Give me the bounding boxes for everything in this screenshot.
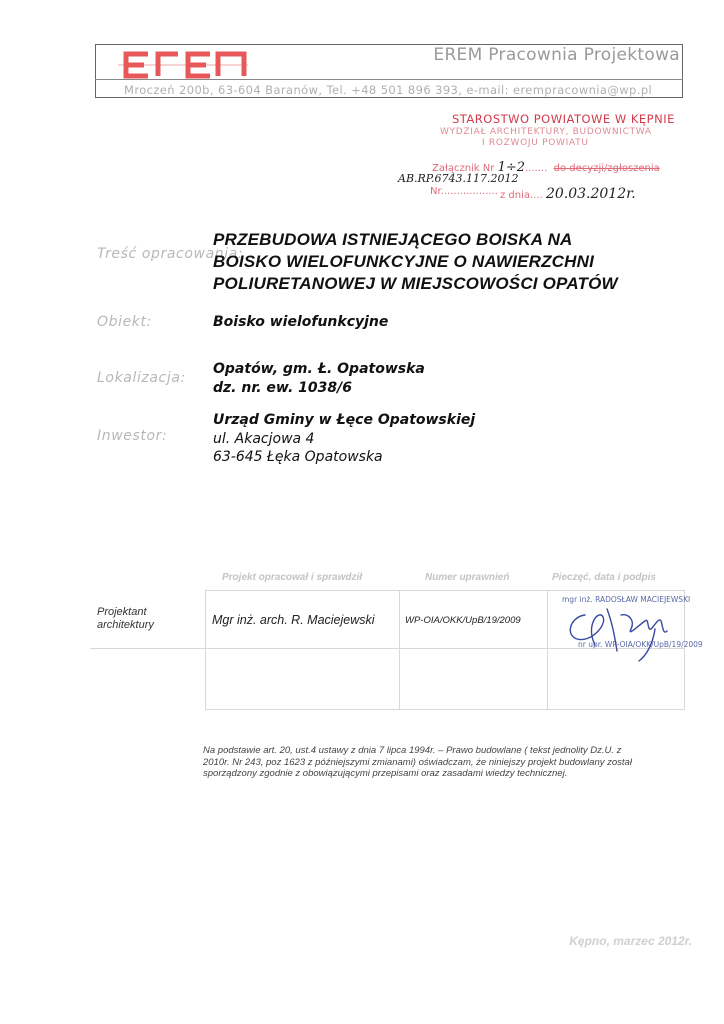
table-header-signature: Pieczęć, data i podpis — [552, 572, 656, 583]
footer-place-date: Kępno, marzec 2012r. — [569, 934, 692, 948]
investor-line-3: 63-645 Łęka Opatowska — [213, 449, 383, 465]
investor-label: Inwestor: — [97, 428, 168, 444]
subject-line-1: PRZEBUDOWA ISTNIEJĄCEGO BOISKA NA — [213, 230, 573, 249]
location-line-1: Opatów, gm. Ł. Opatowska — [213, 361, 425, 377]
stamp-subtitle-2: I ROZWOJU POWIATU — [482, 138, 589, 148]
table-header-designer: Projekt opracował i sprawdził — [222, 572, 363, 583]
table-col-divider-2 — [399, 590, 400, 710]
table-header-license: Numer uprawnień — [425, 572, 510, 583]
stamp-reference: AB.RP.6743.117.2012 — [398, 172, 519, 185]
number-label: Nr — [430, 186, 441, 197]
object-label: Obiekt: — [97, 314, 152, 330]
subject-line-2: BOISKO WIELOFUNKCYJNE O NAWIERZCHNI — [213, 252, 595, 271]
investor-line-2: ul. Akacjowa 4 — [213, 431, 315, 447]
date-label: z dnia — [500, 190, 531, 201]
location-label: Lokalizacja: — [97, 370, 186, 386]
location-line-2: dz. nr. ew. 1038/6 — [213, 380, 352, 396]
license-number: WP-OIA/OKK/UpB/19/2009 — [405, 615, 521, 626]
stamp-number-line: Nr.................. — [430, 186, 498, 197]
role-label — [97, 606, 154, 632]
company-name: EREM Pracownia Projektowa — [433, 45, 680, 65]
subject-line-3: POLIURETANOWEJ W MIEJSCOWOŚCI OPATÓW — [213, 274, 618, 293]
handwritten-signature — [555, 595, 685, 667]
signature-stamp-name: mgr inż. RADOSŁAW MACIEJEWSKI — [562, 595, 691, 604]
company-logo — [118, 48, 248, 80]
attachment-label: Załącznik Nr — [432, 163, 495, 174]
signature-stamp-license: nr upr. WP-OIA/OKK/UpB/19/2009 — [578, 640, 703, 649]
role-line-2: architektury — [97, 619, 154, 631]
decision-label: do decyzji/zgłoszenia — [553, 163, 660, 174]
table-bottom-border — [205, 709, 685, 710]
table-header-divider — [205, 590, 685, 591]
date-value: 20.03.2012r. — [545, 186, 636, 202]
investor-line-1: Urząd Gminy w Łęce Opatowskiej — [213, 412, 476, 428]
company-address: Mroczeń 200b, 63-604 Baranów, Tel. +48 501 896 393, e-mail: erempracownia@wp.pl — [124, 83, 653, 97]
stamp-attachment-line: Załącznik Nr 1÷2....... do decyzji/zgłoszenia — [432, 160, 660, 175]
legal-statement: Na podstawie art. 20, ust.4 ustawy z dnia 7 lipca 1994r. – Prawo budowlane ( tekst jednolity Dz.U. z 2010r. Nr 243, poz 1623 z późniejszymi zmianami) oświadczam, że niniejszy projekt budowlany został sporządzony zgodnie z obowiązującymi przepisami oraz zasadami wiedzy technicznej. — [203, 745, 632, 779]
table-col-divider-3 — [547, 590, 548, 710]
object-value: Boisko wielofunkcyjne — [213, 314, 389, 330]
attachment-value: 1÷2 — [497, 160, 525, 175]
table-col-divider-1 — [205, 590, 206, 710]
role-line-1: Projektant — [97, 606, 147, 618]
subject-label: Treść opracowania: — [97, 246, 244, 262]
stamp-date-line: z dnia.... 20.03.2012r. — [500, 186, 636, 202]
subject-title — [213, 229, 618, 295]
stamp-subtitle-1: WYDZIAŁ ARCHITEKTURY, BUDOWNICTWA — [440, 127, 652, 137]
designer-name: Mgr inż. arch. R. Maciejewski — [212, 613, 375, 627]
stamp-title: STAROSTWO POWIATOWE W KĘPNIE — [452, 112, 675, 126]
